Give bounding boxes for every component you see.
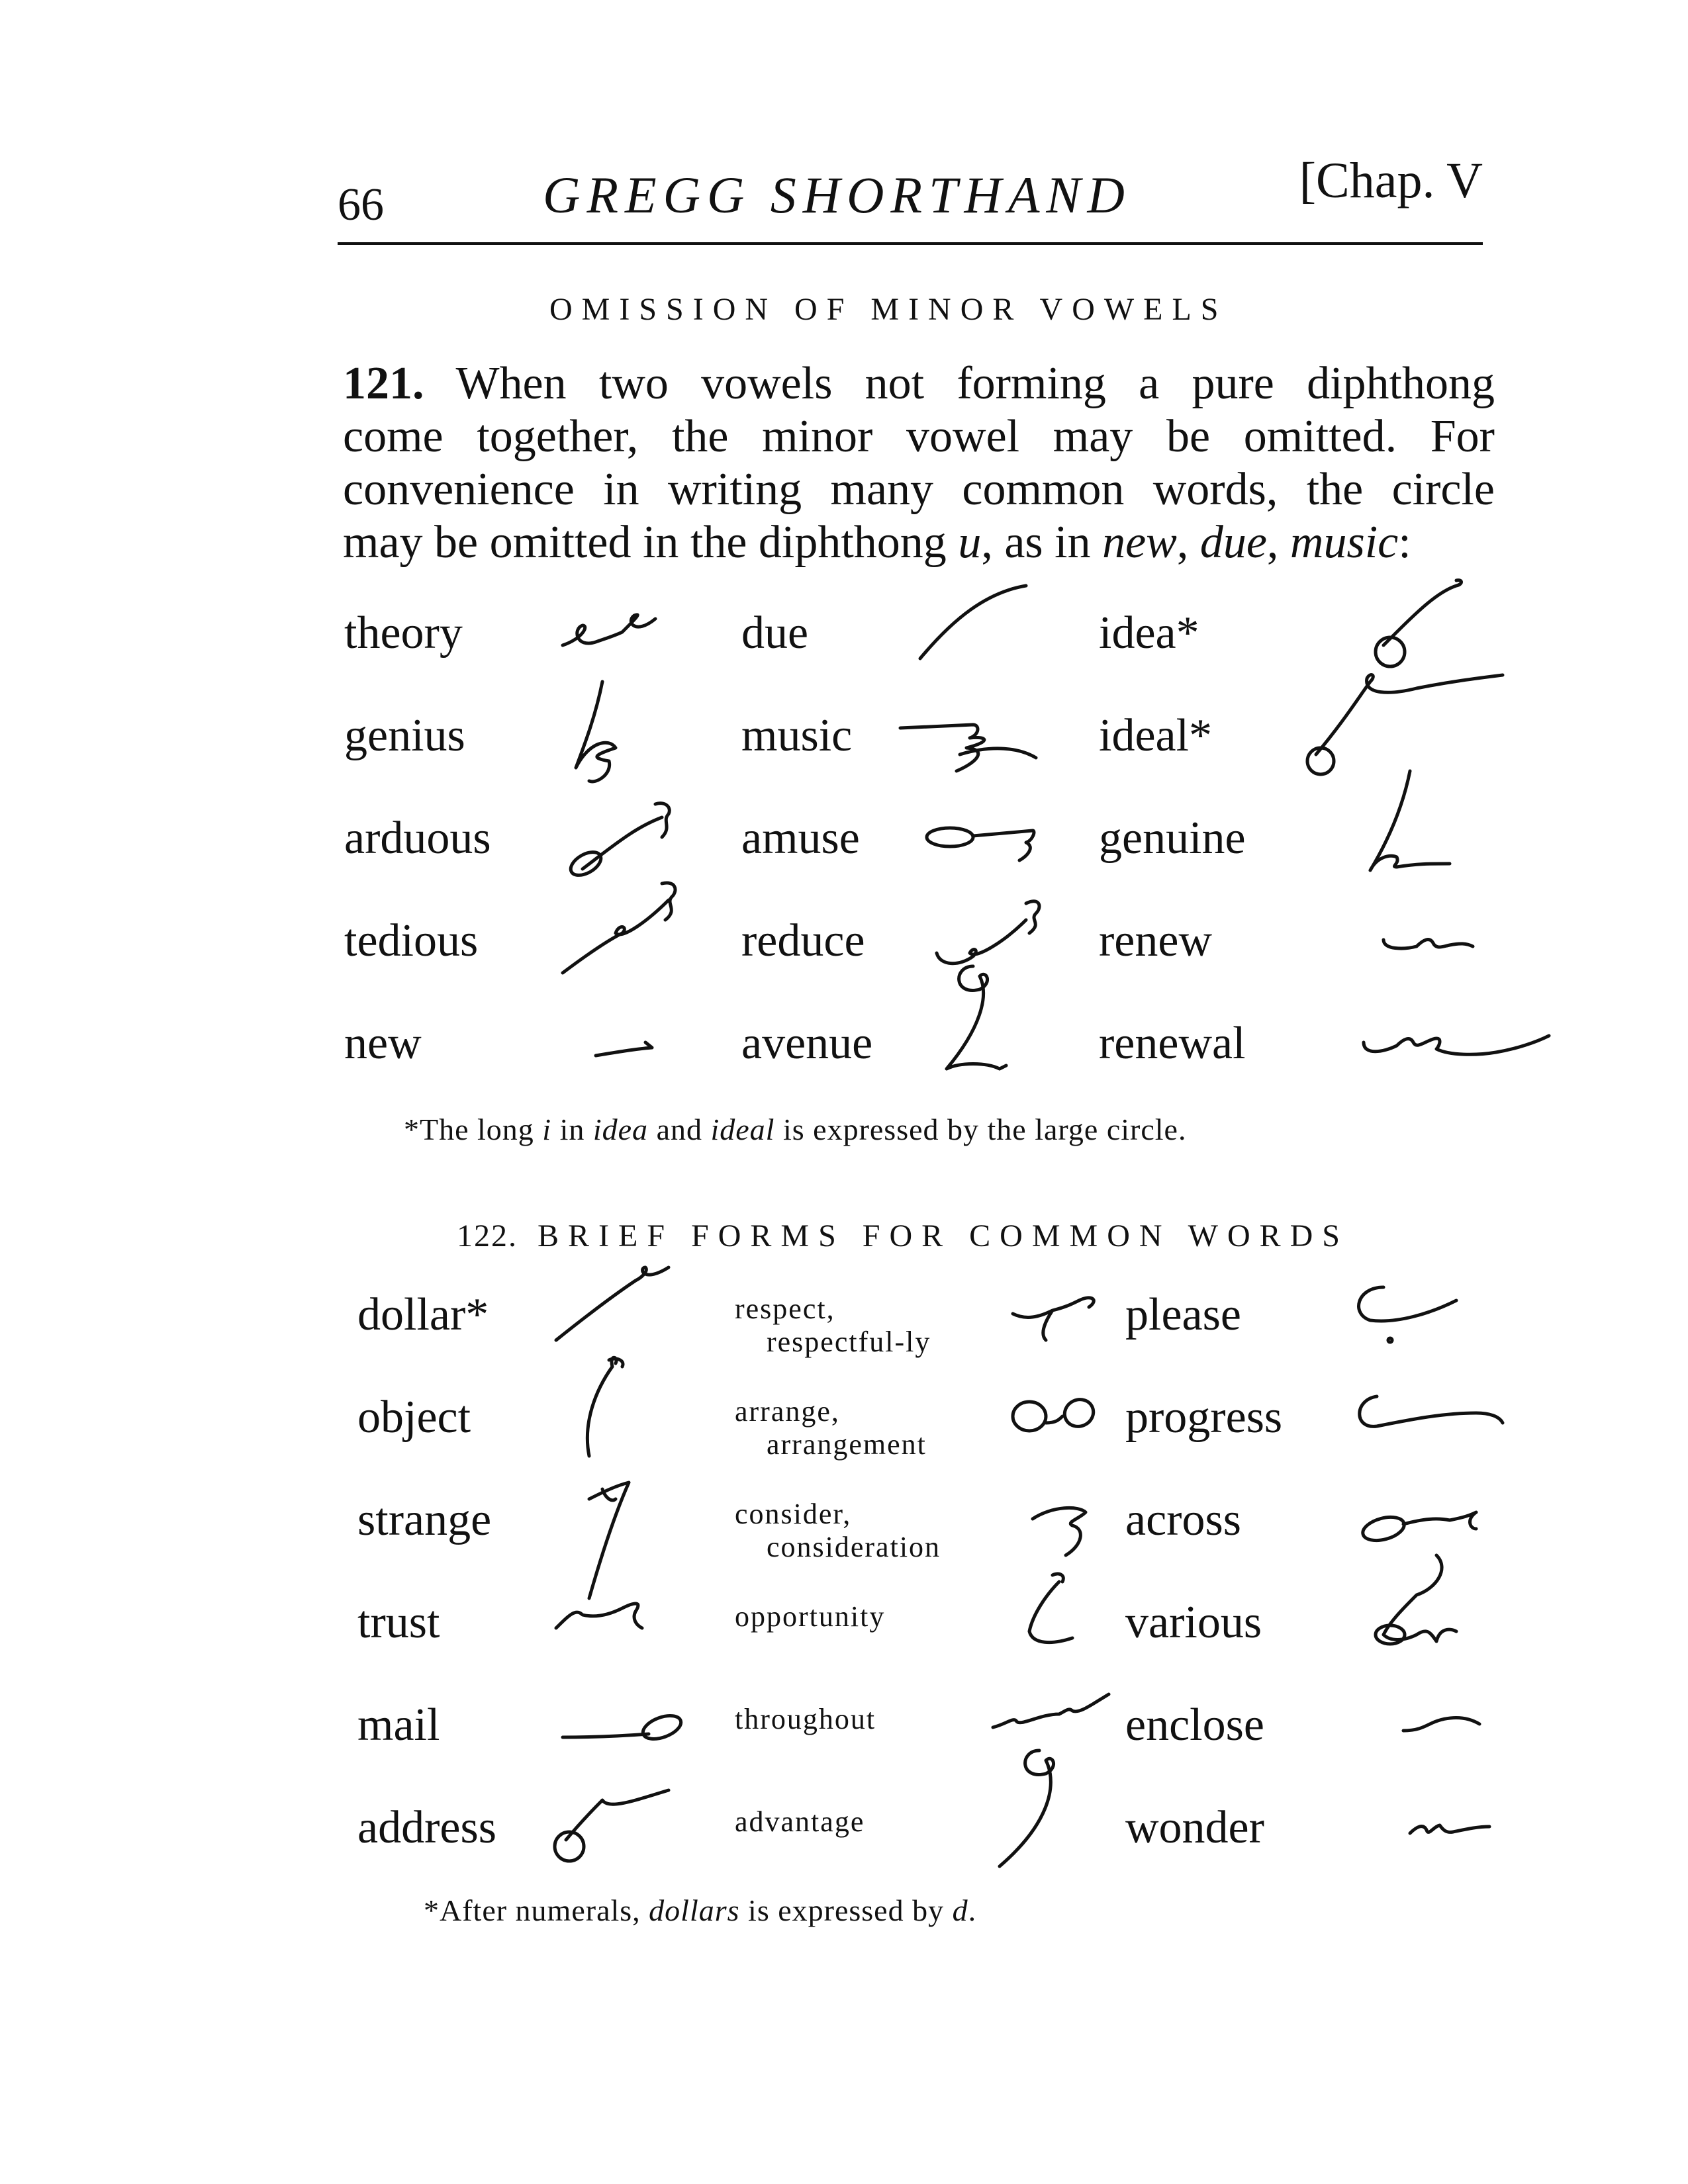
shorthand-outline (986, 1684, 1119, 1744)
word-entry (1125, 1691, 1523, 1784)
word-label: renewal (1099, 1018, 1246, 1069)
word-entry (1125, 1383, 1523, 1476)
shorthand-outline (549, 1588, 649, 1648)
shorthand-outline (549, 1261, 682, 1347)
paragraph-line-1: 121. When two vowels not forming a pure diphthong (343, 358, 1495, 409)
word-label: address (357, 1802, 496, 1853)
word-label: throughout (735, 1703, 876, 1735)
word-label: trust (357, 1597, 440, 1648)
word-label: reduce (741, 915, 865, 966)
word-label: theory (344, 608, 463, 659)
word-label: avenue (741, 1018, 873, 1069)
word-label: genius (344, 710, 465, 761)
word-entry (1125, 1281, 1523, 1373)
shorthand-outline (556, 1698, 688, 1751)
word-entry (1099, 907, 1509, 999)
paragraph-number: 121. (343, 358, 424, 409)
word-label: advantage (735, 1805, 865, 1838)
word-entry (344, 907, 715, 999)
chapter-label: [Chap. V (1299, 153, 1483, 208)
word-label: please (1125, 1289, 1241, 1340)
word-label: opportunity (735, 1600, 886, 1633)
word-label: object (357, 1392, 471, 1443)
shorthand-outline (1377, 920, 1483, 973)
shorthand-outline (543, 1780, 682, 1866)
shorthand-outline (1006, 1287, 1105, 1353)
word-entry (357, 1383, 728, 1476)
shorthand-outline (1397, 1704, 1489, 1744)
word-label: arduous (344, 813, 491, 864)
shorthand-outline (933, 956, 1026, 1089)
word-entry (357, 1486, 728, 1578)
word-label: amuse (741, 813, 860, 864)
page-number: 66 (338, 179, 384, 230)
word-label: due (741, 608, 809, 659)
shorthand-outline (563, 1350, 642, 1463)
shorthand-outline (1013, 1569, 1092, 1655)
shorthand-outline (563, 791, 682, 884)
shorthand-outline (1350, 764, 1456, 884)
brief-forms-grid (357, 1281, 1523, 1876)
paragraph-121 (343, 357, 1495, 569)
shorthand-outline (556, 874, 688, 986)
word-label: enclose (1125, 1700, 1264, 1751)
paragraph-line-3: convenience in writing many common words, the circle (343, 464, 1495, 515)
shorthand-outline (1344, 1383, 1509, 1443)
word-label: tedious (344, 915, 479, 966)
word-label: respect, respectful-ly (735, 1293, 931, 1358)
shorthand-outline (1364, 1549, 1476, 1655)
paragraph-line-2: come together, the minor vowel may be omitted. For (343, 411, 1495, 462)
shorthand-outline (894, 708, 1046, 781)
word-label: arrange, arrangement (735, 1395, 927, 1461)
word-entry (344, 599, 715, 692)
shorthand-outline (576, 1473, 649, 1605)
word-entry (741, 599, 1099, 692)
word-entry (735, 1383, 1119, 1476)
shorthand-outline (920, 811, 1046, 877)
word-label: idea* (1099, 608, 1199, 659)
word-label: renew (1099, 915, 1213, 966)
word-entry (1125, 1588, 1523, 1681)
running-title: GREGG SHORTHAND (543, 166, 1131, 224)
word-label: consider, consideration (735, 1498, 941, 1563)
shorthand-outline (986, 1741, 1086, 1873)
head-rule (338, 242, 1483, 245)
word-entry (741, 1009, 1099, 1102)
word-entry (735, 1794, 1119, 1886)
word-entry (1099, 1009, 1509, 1102)
shorthand-outline (1364, 572, 1476, 678)
running-head (338, 152, 1483, 245)
section-number: 122. (457, 1218, 518, 1253)
shorthand-outline (1344, 1274, 1463, 1347)
word-entry (344, 1009, 715, 1102)
word-entry (1125, 1794, 1523, 1886)
word-entry (357, 1588, 728, 1681)
word-entry (344, 702, 715, 794)
shorthand-outline (1357, 1016, 1556, 1075)
shorthand-outline (589, 1029, 662, 1069)
section-title-omission: OMISSION OF MINOR VOWELS (549, 292, 1228, 327)
word-label: music (741, 710, 853, 761)
word-entry (741, 702, 1099, 794)
word-label: wonder (1125, 1802, 1264, 1853)
shorthand-outline (1403, 1807, 1496, 1846)
word-entry (357, 1794, 728, 1886)
word-entry (741, 907, 1099, 999)
word-entry (357, 1281, 728, 1373)
shorthand-outline (556, 599, 662, 672)
word-label: various (1125, 1597, 1262, 1648)
shorthand-outline (914, 579, 1033, 665)
word-entry (735, 1281, 1119, 1373)
word-label: mail (357, 1700, 440, 1751)
word-grid-minor-vowels (344, 599, 1516, 1122)
shorthand-outline (1026, 1492, 1105, 1559)
word-label: dollar* (357, 1289, 489, 1340)
footnote-dollars: *After numerals, dollars is expressed by d. (424, 1893, 977, 1927)
word-entry (357, 1691, 728, 1784)
word-label: across (1125, 1494, 1241, 1545)
word-label: ideal* (1099, 710, 1213, 761)
word-entry (1099, 804, 1509, 897)
paragraph-line-4: may be omitted in the diphthong u, as in new, due, music: (343, 517, 1411, 568)
word-label: progress (1125, 1392, 1283, 1443)
word-entry (735, 1588, 1119, 1681)
footnote-long-i: *The long i in idea and ideal is expressed by the large circle. (404, 1113, 1187, 1146)
word-entry (735, 1486, 1119, 1578)
word-label: strange (357, 1494, 492, 1545)
shorthand-outline (1006, 1383, 1112, 1443)
section-title-brief-forms: 122. BRIEF FORMS FOR COMMON WORDS (457, 1218, 1349, 1253)
word-label: new (344, 1018, 422, 1069)
word-label: genuine (1099, 813, 1246, 864)
shorthand-outline (556, 675, 642, 788)
